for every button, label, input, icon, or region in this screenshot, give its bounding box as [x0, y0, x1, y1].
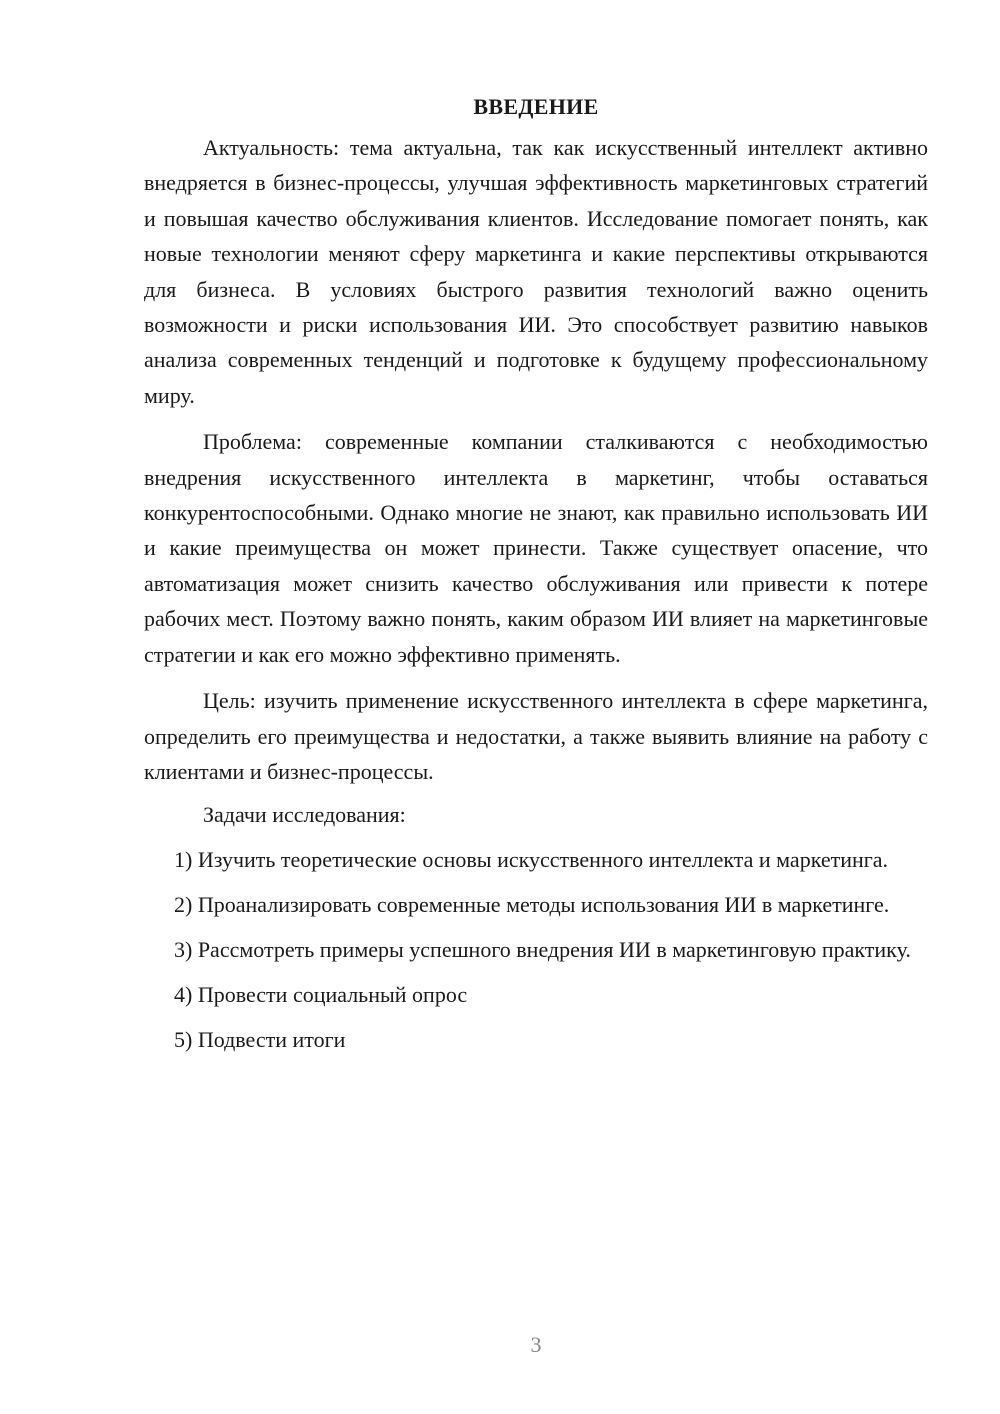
task-item-3: 3) Рассмотреть примеры успешного внедрения ИИ в маркетинговую практику. — [174, 937, 911, 963]
paragraph-relevance: Актуальность: тема актуальна, так как искусственный интеллект активно внедряется в бизнес-процессы, улучшая эффективность маркетинговых стратегий и повышая качество обслуживания клиентов. Исследование помогает понять, как новые технологии меняют сферу маркетинга и какие перспективы открываются для бизнеса. В условиях быстрого развития технологий важно оценить возможности и риски использования ИИ. Это способствует развитию навыков анализа современных тенденций и подготовке к будущему профессиональному миру. — [144, 135, 928, 408]
paragraph-goal: Цель: изучить применение искусственного интеллекта в сфере маркетинга, определить его преимущества и недостатки, а также выявить влияние на работу с клиентами и бизнес-процессы. — [144, 688, 928, 784]
page-number: 3 — [530, 1332, 542, 1357]
document-page — [144, 90, 928, 1067]
paragraph-problem: Проблема: современные компании сталкиваются с необходимостью внедрения искусственного интеллекта в маркетинг, чтобы оставаться конкурентоспособными. Однако многие не знают, как правильно использовать ИИ и какие преимущества он может принести. Также существует опасение, что автоматизация может снизить качество обслуживания или привести к потере рабочих мест. Поэтому важно понять, каким образом ИИ влияет на маркетинговые стратегии и как его можно эффективно применять. — [144, 429, 928, 667]
task-item-2: 2) Проанализировать современные методы использования ИИ в маркетинге. — [174, 892, 890, 918]
task-item-5: 5) Подвести итоги — [174, 1027, 346, 1053]
task-item-1: 1) Изучить теоретические основы искусственного интеллекта и маркетинга. — [174, 847, 889, 873]
section-title: ВВЕДЕНИЕ — [473, 94, 599, 119]
tasks-heading: Задачи исследования: — [203, 802, 406, 828]
task-item-4: 4) Провести социальный опрос — [174, 982, 468, 1008]
